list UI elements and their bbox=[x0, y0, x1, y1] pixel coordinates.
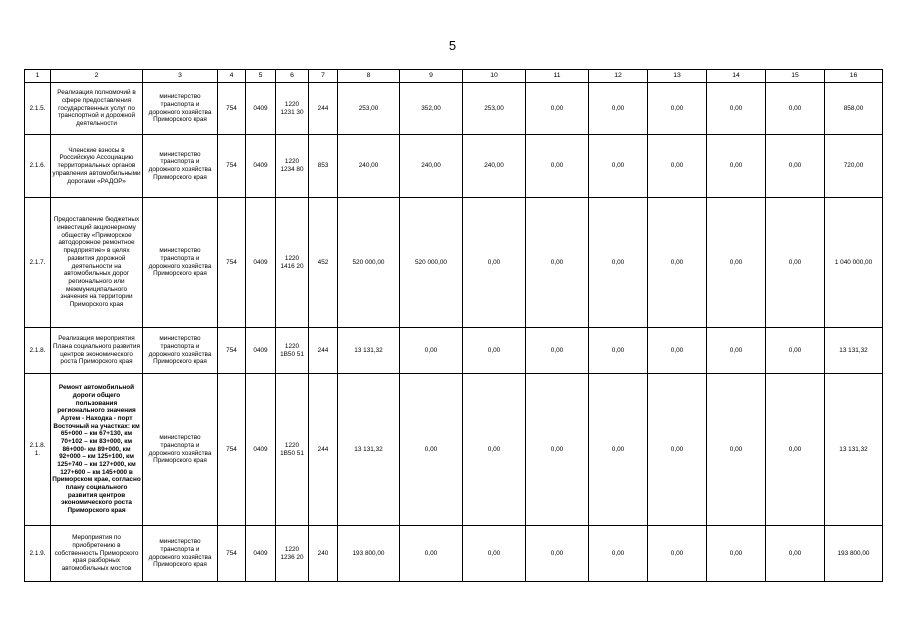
amount-cell: 0,00 bbox=[526, 374, 589, 526]
amount-cell: 0,00 bbox=[589, 526, 648, 582]
budget-table bbox=[24, 69, 883, 582]
amount-cell: 520 000,00 bbox=[338, 198, 400, 328]
header-cell: 5 bbox=[246, 70, 276, 83]
amount-cell: 0,00 bbox=[463, 198, 526, 328]
table-row bbox=[25, 526, 883, 582]
rzpr-cell: 0409 bbox=[246, 328, 276, 374]
executor-cell: министерство транспорта и дорожного хозяйства Приморского края bbox=[143, 526, 218, 582]
header-cell: 7 bbox=[309, 70, 338, 83]
table-row bbox=[25, 198, 883, 328]
amount-cell: 0,00 bbox=[463, 526, 526, 582]
grbs-cell: 754 bbox=[218, 374, 246, 526]
amount-cell: 0,00 bbox=[766, 328, 825, 374]
header-cell: 8 bbox=[338, 70, 400, 83]
amount-cell: 352,00 bbox=[400, 83, 463, 135]
grbs-cell: 754 bbox=[218, 135, 246, 198]
header-cell: 6 bbox=[276, 70, 309, 83]
header-cell: 12 bbox=[589, 70, 648, 83]
amount-cell: 0,00 bbox=[707, 526, 766, 582]
amount-cell: 0,00 bbox=[526, 83, 589, 135]
amount-cell: 0,00 bbox=[766, 83, 825, 135]
amount-cell: 0,00 bbox=[526, 135, 589, 198]
amount-cell: 253,00 bbox=[463, 83, 526, 135]
amount-cell: 0,00 bbox=[589, 83, 648, 135]
amount-cell: 240,00 bbox=[338, 135, 400, 198]
rzpr-cell: 0409 bbox=[246, 135, 276, 198]
vr-cell: 244 bbox=[309, 328, 338, 374]
activity-name-cell: Ремонт автомобильной дороги общего пользования регионального значения Артем - Находка - порт Восточный на участках: км 65+000 – км 67+130, км 70+102 – км 83+000, км 86+000- км 89+000, км 92+000 – км 125+100, км 125+740 – км 127+000, км 127+600 – км 145+000 в Приморском крае, согласно плану социального развития центров экономического роста Приморского края bbox=[51, 374, 143, 526]
amount-cell: 0,00 bbox=[648, 374, 707, 526]
amount-cell: 0,00 bbox=[400, 526, 463, 582]
amount-cell: 0,00 bbox=[766, 526, 825, 582]
row-number-cell: 2.1.7. bbox=[25, 198, 51, 328]
rzpr-cell: 0409 bbox=[246, 198, 276, 328]
executor-cell: министерство транспорта и дорожного хозяйства Приморского края bbox=[143, 135, 218, 198]
amount-cell: 0,00 bbox=[766, 198, 825, 328]
header-cell: 4 bbox=[218, 70, 246, 83]
vr-cell: 240 bbox=[309, 526, 338, 582]
activity-name-cell: Членские взносы в Российскую Ассоциацию территориальных органов управления автомобильными дорогами «РАДОР» bbox=[51, 135, 143, 198]
table-row bbox=[25, 135, 883, 198]
rzpr-cell: 0409 bbox=[246, 374, 276, 526]
grbs-cell: 754 bbox=[218, 526, 246, 582]
amount-cell: 0,00 bbox=[589, 198, 648, 328]
vr-cell: 244 bbox=[309, 83, 338, 135]
row-number-cell: 2.1.8. 1. bbox=[25, 374, 51, 526]
activity-name-cell: Предоставление бюджетных инвестиций акционерному обществу «Приморское автодорожное ремонтное предприятие» в целях развития дорожной деятельности на автомобильных дорог регионального или межмуниципального значения на территории Приморского края bbox=[51, 198, 143, 328]
amount-cell: 0,00 bbox=[707, 83, 766, 135]
page-number: 5 bbox=[448, 38, 457, 53]
total-cell: 13 131,32 bbox=[825, 328, 883, 374]
rzpr-cell: 0409 bbox=[246, 83, 276, 135]
amount-cell: 0,00 bbox=[526, 198, 589, 328]
grbs-cell: 754 bbox=[218, 328, 246, 374]
total-cell: 1 040 000,00 bbox=[825, 198, 883, 328]
executor-cell: министерство транспорта и дорожного хозяйства Приморского края bbox=[143, 374, 218, 526]
amount-cell: 0,00 bbox=[648, 135, 707, 198]
amount-cell: 0,00 bbox=[526, 526, 589, 582]
header-cell: 3 bbox=[143, 70, 218, 83]
amount-cell: 520 000,00 bbox=[400, 198, 463, 328]
header-cell: 15 bbox=[766, 70, 825, 83]
grbs-cell: 754 bbox=[218, 198, 246, 328]
csr-cell: 1220 1416 20 bbox=[276, 198, 309, 328]
amount-cell: 253,00 bbox=[338, 83, 400, 135]
amount-cell: 0,00 bbox=[400, 328, 463, 374]
rzpr-cell: 0409 bbox=[246, 526, 276, 582]
vr-cell: 244 bbox=[309, 374, 338, 526]
header-cell: 14 bbox=[707, 70, 766, 83]
activity-name-cell: Реализация полномочий в сфере предоставления государственных услуг по транспортной и дорожной деятельности bbox=[51, 83, 143, 135]
amount-cell: 0,00 bbox=[463, 328, 526, 374]
amount-cell: 0,00 bbox=[707, 328, 766, 374]
activity-name-cell: Мероприятия по приобретению в собственность Приморского края разборных автомобильных мостов bbox=[51, 526, 143, 582]
executor-cell: министерство транспорта и дорожного хозяйства Приморского края bbox=[143, 83, 218, 135]
total-cell: 858,00 bbox=[825, 83, 883, 135]
amount-cell: 0,00 bbox=[589, 374, 648, 526]
amount-cell: 13 131,32 bbox=[338, 328, 400, 374]
executor-cell: министерство транспорта и дорожного хозяйства Приморского края bbox=[143, 328, 218, 374]
header-cell: 11 bbox=[526, 70, 589, 83]
csr-cell: 1220 1B50 51 bbox=[276, 374, 309, 526]
total-cell: 193 800,00 bbox=[825, 526, 883, 582]
vr-cell: 452 bbox=[309, 198, 338, 328]
amount-cell: 240,00 bbox=[463, 135, 526, 198]
table-row bbox=[25, 328, 883, 374]
amount-cell: 240,00 bbox=[400, 135, 463, 198]
total-cell: 13 131,32 bbox=[825, 374, 883, 526]
row-number-cell: 2.1.8. bbox=[25, 328, 51, 374]
activity-name-cell: Реализация мероприятия Плана социального развития центров экономического роста Приморского края bbox=[51, 328, 143, 374]
amount-cell: 0,00 bbox=[707, 198, 766, 328]
header-cell: 9 bbox=[400, 70, 463, 83]
header-cell: 10 bbox=[463, 70, 526, 83]
amount-cell: 0,00 bbox=[463, 374, 526, 526]
row-number-cell: 2.1.6. bbox=[25, 135, 51, 198]
csr-cell: 1220 1231 30 bbox=[276, 83, 309, 135]
header-cell: 13 bbox=[648, 70, 707, 83]
amount-cell: 0,00 bbox=[648, 198, 707, 328]
total-cell: 720,00 bbox=[825, 135, 883, 198]
csr-cell: 1220 1B50 51 bbox=[276, 328, 309, 374]
amount-cell: 193 800,00 bbox=[338, 526, 400, 582]
amount-cell: 13 131,32 bbox=[338, 374, 400, 526]
amount-cell: 0,00 bbox=[648, 526, 707, 582]
csr-cell: 1220 1234 80 bbox=[276, 135, 309, 198]
header-cell: 2 bbox=[51, 70, 143, 83]
amount-cell: 0,00 bbox=[589, 328, 648, 374]
amount-cell: 0,00 bbox=[707, 135, 766, 198]
header-cell: 16 bbox=[825, 70, 883, 83]
amount-cell: 0,00 bbox=[526, 328, 589, 374]
table-row bbox=[25, 83, 883, 135]
amount-cell: 0,00 bbox=[648, 328, 707, 374]
executor-cell: министерство транспорта и дорожного хозяйства Приморского края bbox=[143, 198, 218, 328]
grbs-cell: 754 bbox=[218, 83, 246, 135]
amount-cell: 0,00 bbox=[589, 135, 648, 198]
table-row bbox=[25, 374, 883, 526]
amount-cell: 0,00 bbox=[400, 374, 463, 526]
amount-cell: 0,00 bbox=[766, 374, 825, 526]
row-number-cell: 2.1.9. bbox=[25, 526, 51, 582]
row-number-cell: 2.1.5. bbox=[25, 83, 51, 135]
amount-cell: 0,00 bbox=[648, 83, 707, 135]
csr-cell: 1220 1236 20 bbox=[276, 526, 309, 582]
vr-cell: 853 bbox=[309, 135, 338, 198]
header-row bbox=[25, 70, 883, 83]
header-cell: 1 bbox=[25, 70, 51, 83]
amount-cell: 0,00 bbox=[707, 374, 766, 526]
amount-cell: 0,00 bbox=[766, 135, 825, 198]
